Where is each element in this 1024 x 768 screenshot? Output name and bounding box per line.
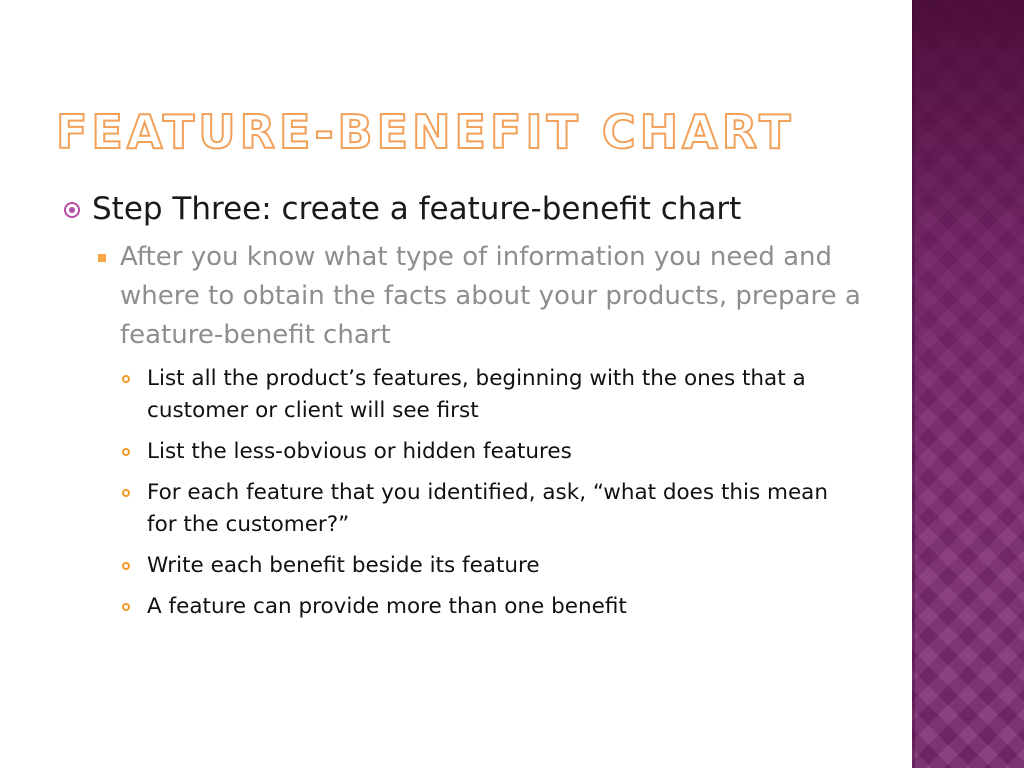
level3-item <box>62 591 862 623</box>
level2-text: After you know what type of information you need and where to obtain the facts about your products, prepare a feature-benefit chart <box>120 242 861 350</box>
level3-text: A feature can provide more than one benefit <box>147 594 627 619</box>
level3-text: List the less-obvious or hidden features <box>147 439 572 464</box>
slide-title: FEATURE-BENEFIT CHART <box>56 105 795 159</box>
ring-bullet-icon <box>122 375 130 383</box>
level3-item <box>62 477 862 541</box>
square-bullet-icon <box>98 254 106 262</box>
level2-item <box>62 238 862 355</box>
level1-item <box>62 188 862 230</box>
bullet-list <box>62 188 862 632</box>
sidebar-edge <box>912 0 915 768</box>
level3-text: Write each benefit beside its feature <box>147 553 540 578</box>
level3-item <box>62 550 862 582</box>
decorative-sidebar <box>912 0 1024 768</box>
level3-item <box>62 436 862 468</box>
ring-bullet-icon <box>122 562 130 570</box>
ring-bullet-icon <box>122 603 130 611</box>
level3-text: For each feature that you identified, ask, “what does this mean for the customer?” <box>147 480 828 537</box>
level3-text: List all the product’s features, beginning with the ones that a customer or client will see first <box>147 366 806 423</box>
level1-text: Step Three: create a feature-benefit chart <box>92 191 742 227</box>
level3-item <box>62 363 862 427</box>
circle-bullet-icon <box>64 202 80 218</box>
ring-bullet-icon <box>122 489 130 497</box>
ring-bullet-icon <box>122 448 130 456</box>
